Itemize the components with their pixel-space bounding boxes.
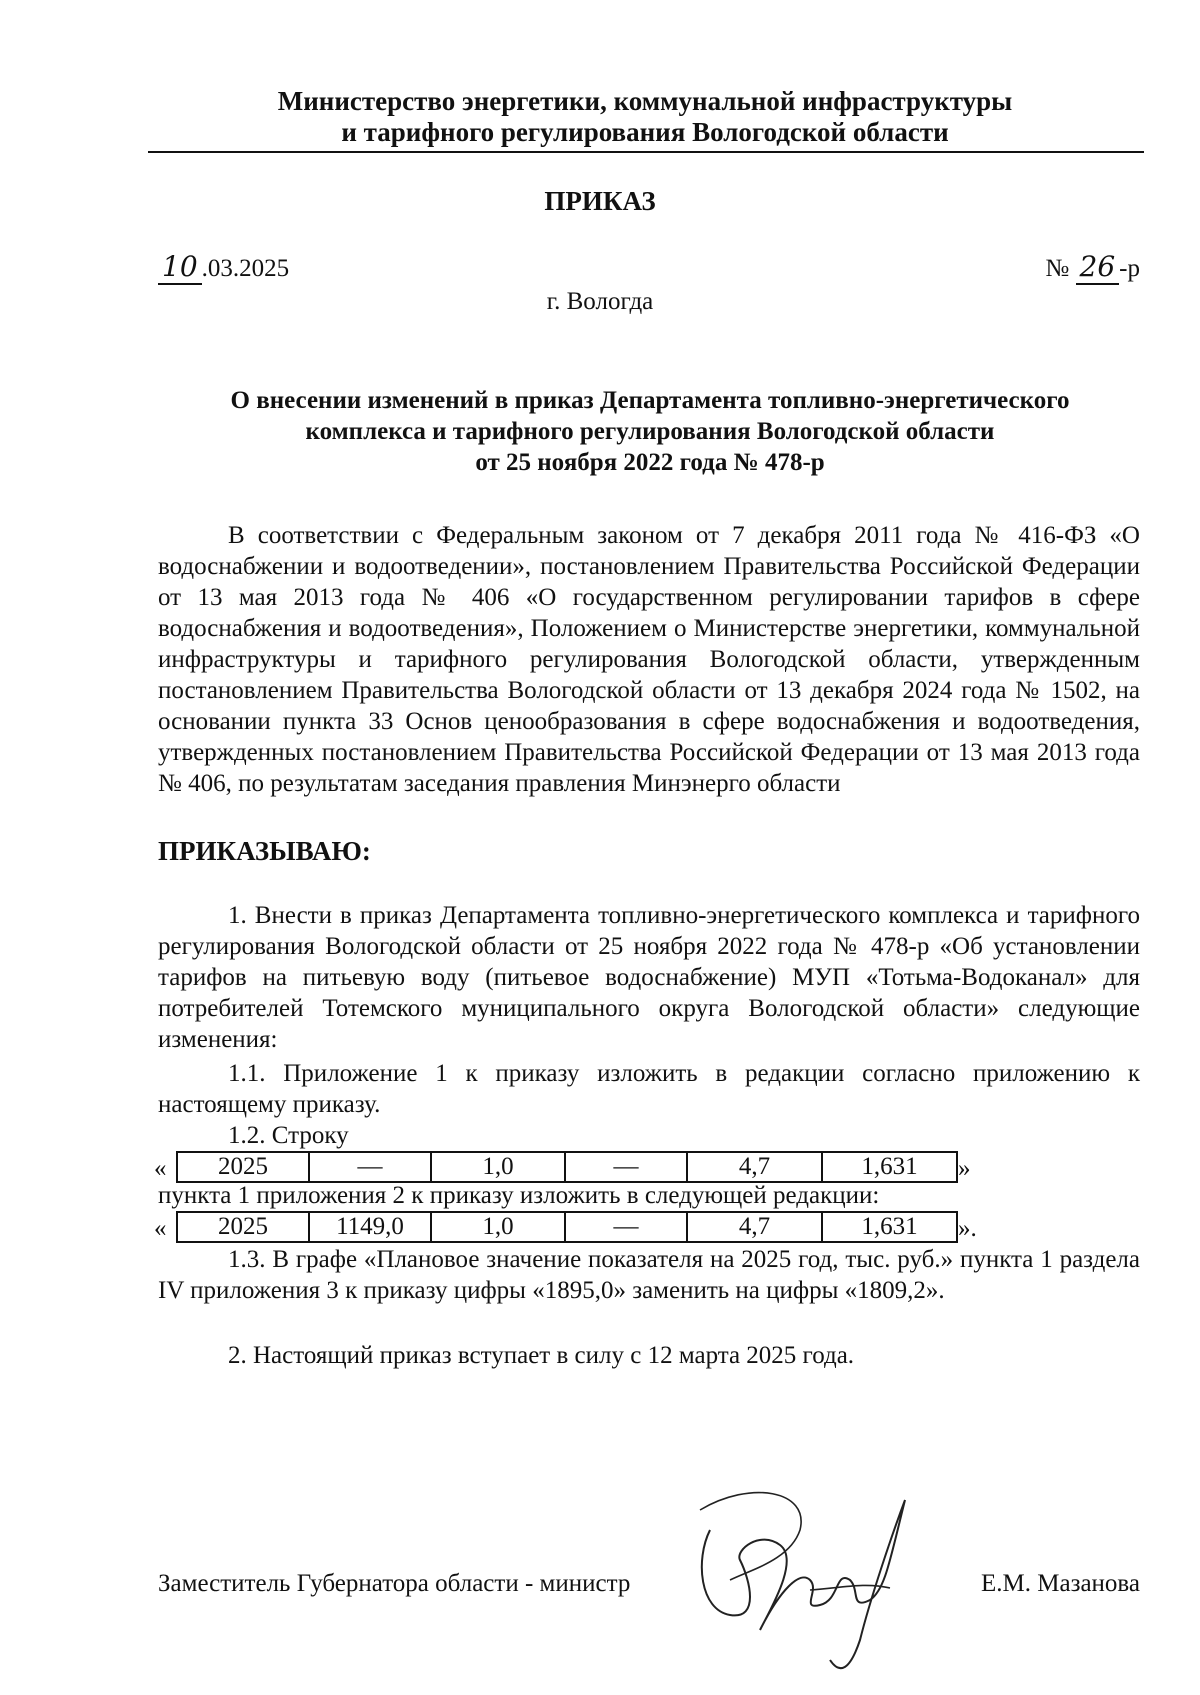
table-cell: 2025 xyxy=(177,1212,309,1242)
item-1-1: 1.1. Приложение 1 к приказу изложить в редакции согласно приложению к настоящему приказу. xyxy=(158,1060,1140,1118)
item-1: 1. Внести в приказ Департамента топливно-энергетического комплекса и тарифного регулирования Вологодской области от 25 ноября 2022 года № 478-р «Об установлении тарифов на питьевую воду (питьевое водоснабжение) МУП «Тотьма-Водоканал» для потребителей Тотемского муниципального округа Вологодской области» следующие изменения: xyxy=(158,902,1140,1053)
number-prefix: № xyxy=(1045,255,1070,282)
ministry-header-line1: Министерство энергетики, коммунальной инфраструктуры xyxy=(277,86,1013,116)
item-2: 2. Настоящий приказ вступает в силу с 12 марта 2025 года. xyxy=(228,1342,855,1369)
old-row-open-quote: « xyxy=(154,1155,167,1182)
signatory-position: Заместитель Губернатора области - министр xyxy=(158,1570,631,1597)
new-row-table xyxy=(176,1211,958,1243)
table-cell: 2025 xyxy=(177,1152,309,1182)
document-number xyxy=(1045,250,1140,285)
table-cell: 1149,0 xyxy=(309,1212,431,1242)
table-cell: 1,631 xyxy=(822,1152,957,1182)
new-row-open-quote: « xyxy=(154,1215,167,1242)
table-cell: — xyxy=(565,1152,687,1182)
subject-line2: комплекса и тарифного регулирования Вологодской области xyxy=(305,418,995,445)
table-cell: 1,0 xyxy=(431,1152,565,1182)
signatory-name: Е.М. Мазанова xyxy=(981,1570,1140,1597)
date-day-handwritten: 10 xyxy=(158,250,202,285)
table-cell: 4,7 xyxy=(687,1212,822,1242)
old-row-close-quote: » xyxy=(958,1155,971,1182)
item-1-3: 1.3. В графе «Плановое значение показателя на 2025 год, тыс. руб.» пункта 1 раздела IV приложения 3 к приказу цифры «1895,0» заменить на цифры «1809,2». xyxy=(158,1246,1140,1304)
row-caption: пункта 1 приложения 2 к приказу изложить в следующей редакции: xyxy=(158,1182,880,1209)
handwritten-signature xyxy=(690,1470,920,1680)
subject-line3: от 25 ноября 2022 года № 478-р xyxy=(475,449,825,476)
table-cell: 1,631 xyxy=(822,1212,957,1242)
old-row-table xyxy=(176,1151,958,1183)
table-cell: 1,0 xyxy=(431,1212,565,1242)
table-row xyxy=(177,1212,957,1242)
number-suffix: -р xyxy=(1119,255,1140,282)
preamble-paragraph: В соответствии с Федеральным законом от 7 декабря 2011 года № 416-ФЗ «О водоснабжении и водоотведении», постановлением Правительства Российской Федерации от 13 мая 2013 года № 406 «О государственном регулировании тарифов в сфере водоснабжения и водоотведения», Положением о Министерстве энергетики, коммунальной инфраструктуры и тарифного регулирования Вологодской области, утвержденным постановлением Правительства Вологодской области от 13 декабря 2024 года № 1502, на основании пункта 33 Основ ценообразования в сфере водоснабжения и водоотведения, утвержденных постановлением Правительства Российской Федерации от 13 мая 2013 года № 406, по результатам заседания правления Минэнерго области xyxy=(158,522,1140,797)
document-subject xyxy=(160,385,1140,478)
subject-line1: О внесении изменений в приказ Департамента топливно-энергетического xyxy=(230,387,1070,414)
new-row-close-quote: ». xyxy=(958,1215,977,1242)
table-cell: — xyxy=(565,1212,687,1242)
header-rule xyxy=(148,151,1144,153)
date-rest: .03.2025 xyxy=(201,255,290,282)
table-cell: 4,7 xyxy=(687,1152,822,1182)
number-handwritten: 26 xyxy=(1076,250,1120,285)
order-word: ПРИКАЗЫВАЮ: xyxy=(158,836,371,866)
item-1-2: 1.2. Строку xyxy=(228,1122,349,1149)
ministry-header xyxy=(150,86,1140,148)
city: г. Вологда xyxy=(546,288,654,315)
table-row xyxy=(177,1152,957,1182)
ministry-header-line2: и тарифного регулирования Вологодской области xyxy=(341,117,949,147)
document-type: ПРИКАЗ xyxy=(544,186,656,216)
document-date xyxy=(158,250,289,285)
table-cell: — xyxy=(309,1152,431,1182)
